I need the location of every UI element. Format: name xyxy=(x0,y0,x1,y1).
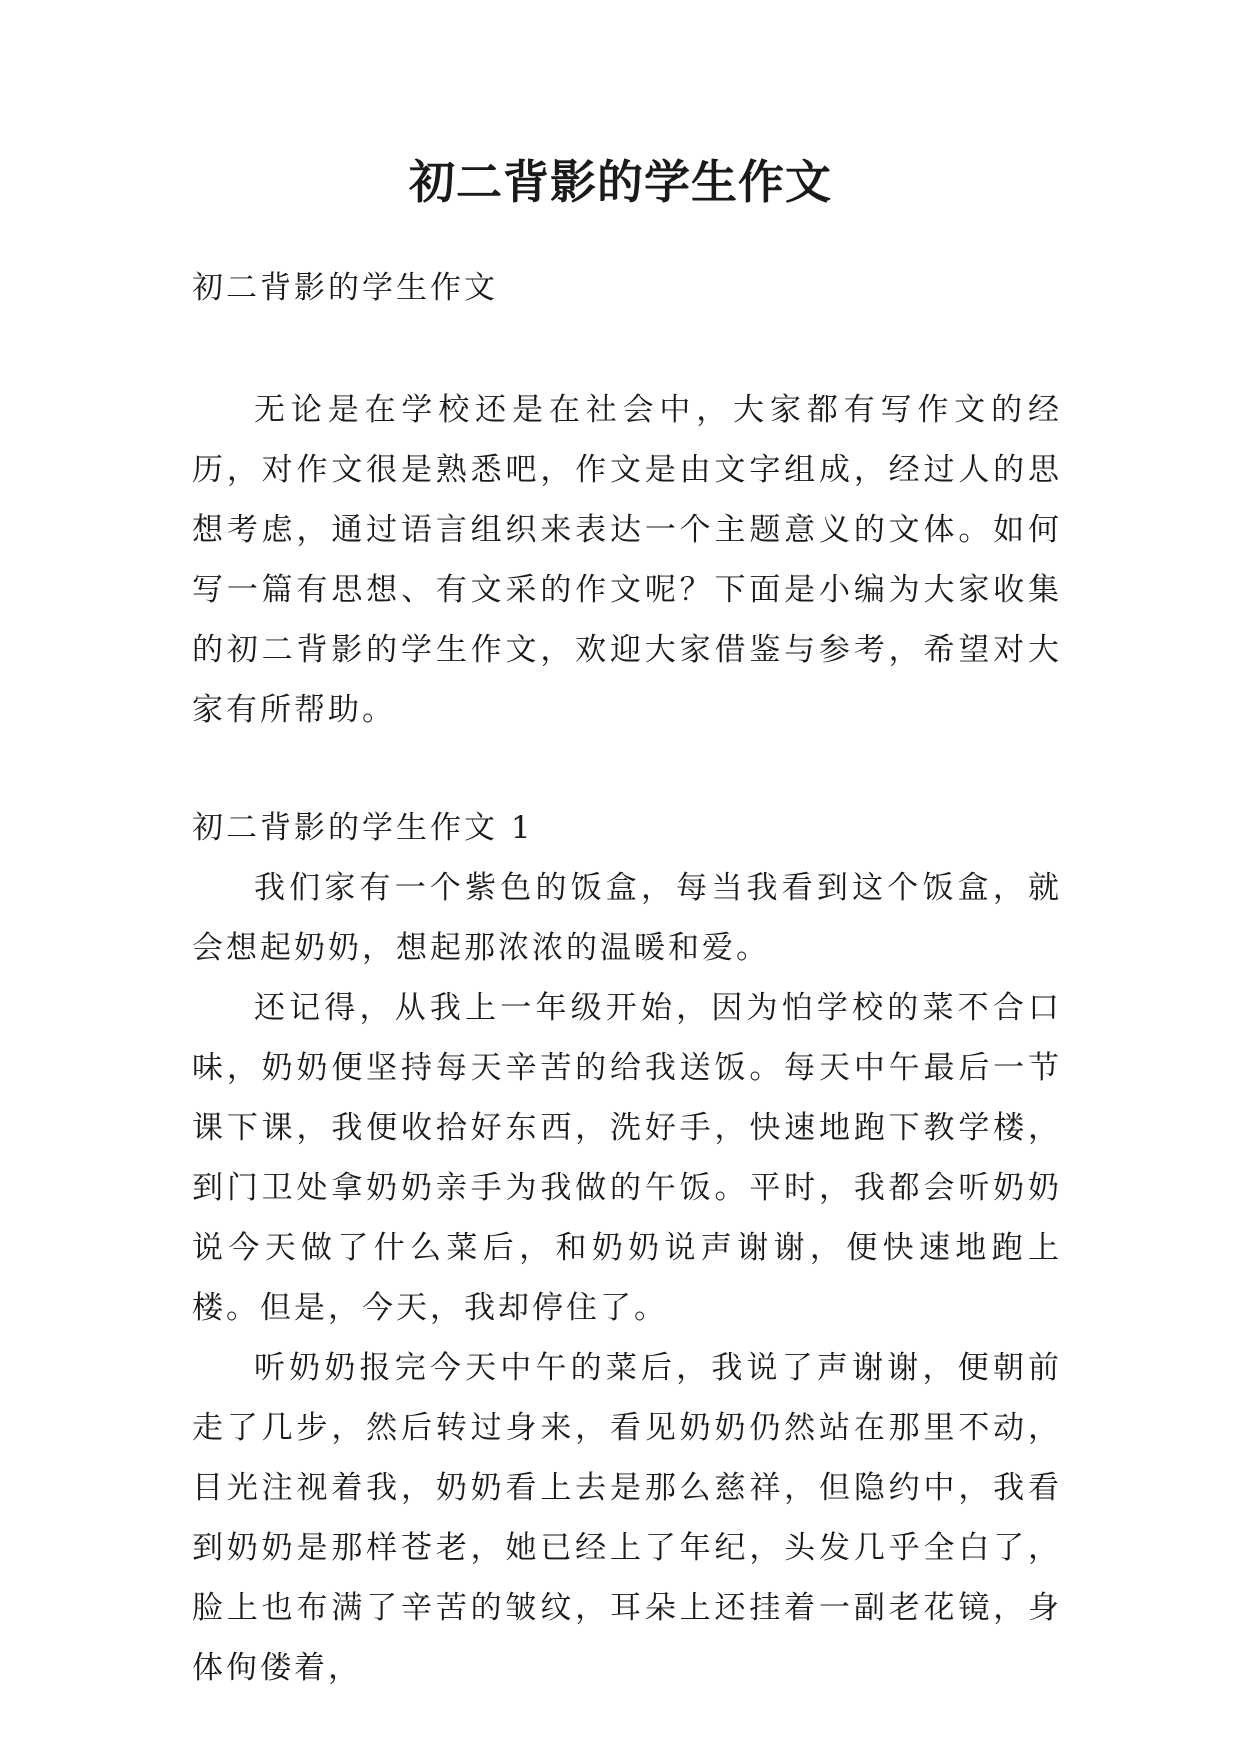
body-paragraph-1: 我们家有一个紫色的饭盒，每当我看到这个饭盒，就会想起奶奶，想起那浓浓的温暖和爱。 xyxy=(192,870,1062,966)
body-paragraph-2: 还记得，从我上一年级开始，因为怕学校的菜不合口味，奶奶便坚持每天辛苦的给我送饭。每天中午最后一节课下课，我便收拾好东西，洗好手，快速地跑下教学楼，到门卫处拿奶奶亲手为我做的午饭。平时，我都会听奶奶说今天做了什么菜后，和奶奶说声谢谢，便快速地跑上楼。但是，今天，我却停住了。 xyxy=(192,990,1062,1326)
document-title: 初二背影的学生作文 xyxy=(409,155,832,209)
intro-paragraph: 无论是在学校还是在社会中，大家都有写作文的经历，对作文很是熟悉吧，作文是由文字组成，经过人的思想考虑，通过语言组织来表达一个主题意义的文体。如何写一篇有思想、有文采的作文呢？下面是小编为大家收集的初二背影的学生作文，欢迎大家借鉴与参考，希望对大家有所帮助。 xyxy=(192,392,1062,728)
section-heading: 初二背影的学生作文 1 xyxy=(192,810,534,846)
document-subtitle: 初二背影的学生作文 xyxy=(192,270,498,306)
body-paragraph-3: 听奶奶报完今天中午的菜后，我说了声谢谢，便朝前走了几步，然后转过身来，看见奶奶仍然站在那里不动，目光注视着我，奶奶看上去是那么慈祥，但隐约中，我看到奶奶是那样苍老，她已经上了年纪，头发几乎全白了，脸上也布满了辛苦的皱纹，耳朵上还挂着一副老花镜，身体佝偻着， xyxy=(192,1350,1062,1686)
document-body xyxy=(192,258,1062,1698)
